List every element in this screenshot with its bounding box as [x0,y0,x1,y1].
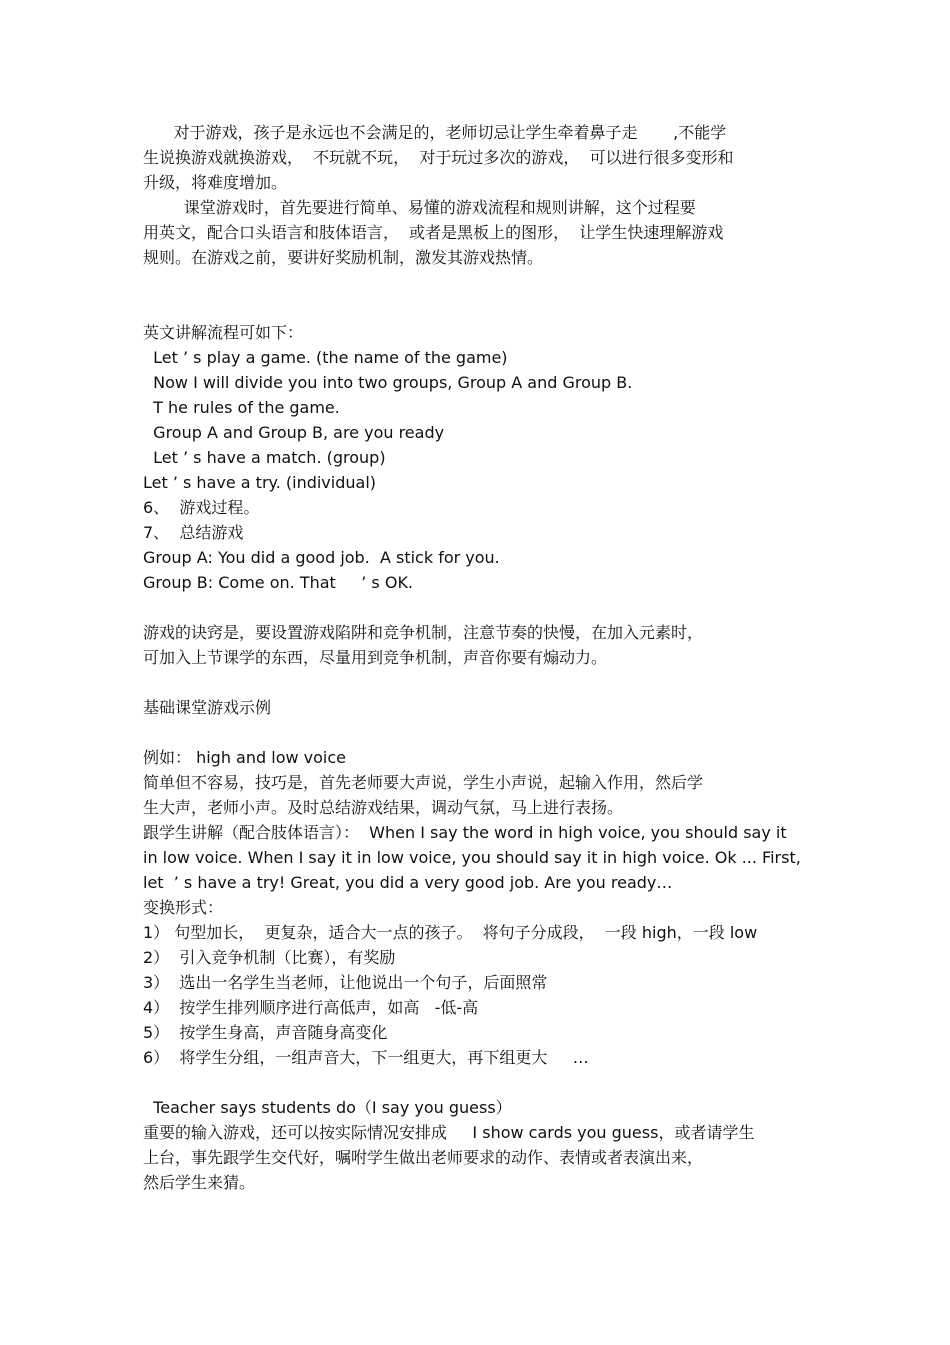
flow-line: 7、 总结游戏 [143,523,244,542]
tips-line: 可加入上节课学的东西，尽量用到竞争机制，声音你要有煽动力。 [143,648,608,667]
intro-paragraph-1-line: 对于游戏，孩子是永远也不会满足的，老师切忌让学生牵着鼻子走 ,不能学 [143,123,727,142]
example-1-title: 例如： high and low voice [143,748,346,767]
intro-paragraph-1-line: 生说换游戏就换游戏， 不玩就不玩， 对于玩过多次的游戏， 可以进行很多变形和 [143,148,734,167]
example-1-line: 生大声，老师小声。及时总结游戏结果，调动气氛，马上进行表扬。 [143,798,624,817]
variation-item: 2） 引入竞争机制（比赛），有奖励 [143,948,396,967]
variation-item: 6） 将学生分组，一组声音大，下一组更大，再下组更大 … [143,1048,589,1067]
examples-heading: 基础课堂游戏示例 [143,698,272,717]
flow-heading: 英文讲解流程可如下： [143,323,304,342]
flow-line: Group A and Group B, are you ready [143,423,445,442]
example-1-line: 跟学生讲解（配合肢体语言）： When I say the word in high voice, you should say it [143,823,787,842]
variation-item: 5） 按学生身高，声音随身高变化 [143,1023,388,1042]
flow-line: Group B: Come on. That ’ s OK. [143,573,414,592]
intro-paragraph-2-line: 规则。在游戏之前，要讲好奖励机制，激发其游戏热情。 [143,248,544,267]
document-body [143,120,823,1195]
flow-line: Let ’ s play a game. (the name of the game) [143,348,508,367]
example-1-line: let ’ s have a try! Great, you did a very good job. Are you ready… [143,873,673,892]
example-2-line: 上台，事先跟学生交代好，嘱咐学生做出老师要求的动作、表情或者表演出来， [143,1148,704,1167]
example-1-line: 简单但不容易，技巧是，首先老师要大声说，学生小声说，起输入作用，然后学 [143,773,704,792]
intro-paragraph-2-line: 用英文，配合口头语言和肢体语言， 或者是黑板上的图形， 让学生快速理解游戏 [143,223,724,242]
example-2-line: 然后学生来猜。 [143,1173,256,1192]
flow-line: 6、 游戏过程。 [143,498,260,517]
tips-line: 游戏的诀窍是，要设置游戏陷阱和竞争机制，注意节奏的快慢，在加入元素时， [143,623,704,642]
flow-line: Let ’ s have a try. (individual) [143,473,377,492]
example-1-line: in low voice. When I say it in low voice, you should say it in high voice. Ok ... First, [143,848,801,867]
example-2-line: 重要的输入游戏，还可以按实际情况安排成 I show cards you guess，或者请学生 [143,1123,755,1142]
intro-paragraph-2-line: 课堂游戏时，首先要进行简单、易懂的游戏流程和规则讲解，这个过程要 [143,198,696,217]
variation-item: 3） 选出一名学生当老师，让他说出一个句子，后面照常 [143,973,548,992]
example-1-line: 变换形式： [143,898,224,917]
intro-paragraph-1-line: 升级，将难度增加。 [143,173,288,192]
variation-item: 4） 按学生排列顺序进行高低声，如高 -低-高 [143,998,479,1017]
flow-line: T he rules of the game. [143,398,340,417]
flow-line: Group A: You did a good job. A stick for you. [143,548,500,567]
variation-item: 1） 句型加长， 更复杂，适合大一点的孩子。 将句子分成段， 一段 high，一段 low [143,923,758,942]
flow-line: Let ’ s have a match. (group) [143,448,386,467]
example-2-title: Teacher says students do（I say you guess） [143,1098,512,1117]
flow-line: Now I will divide you into two groups, Group A and Group B. [143,373,633,392]
